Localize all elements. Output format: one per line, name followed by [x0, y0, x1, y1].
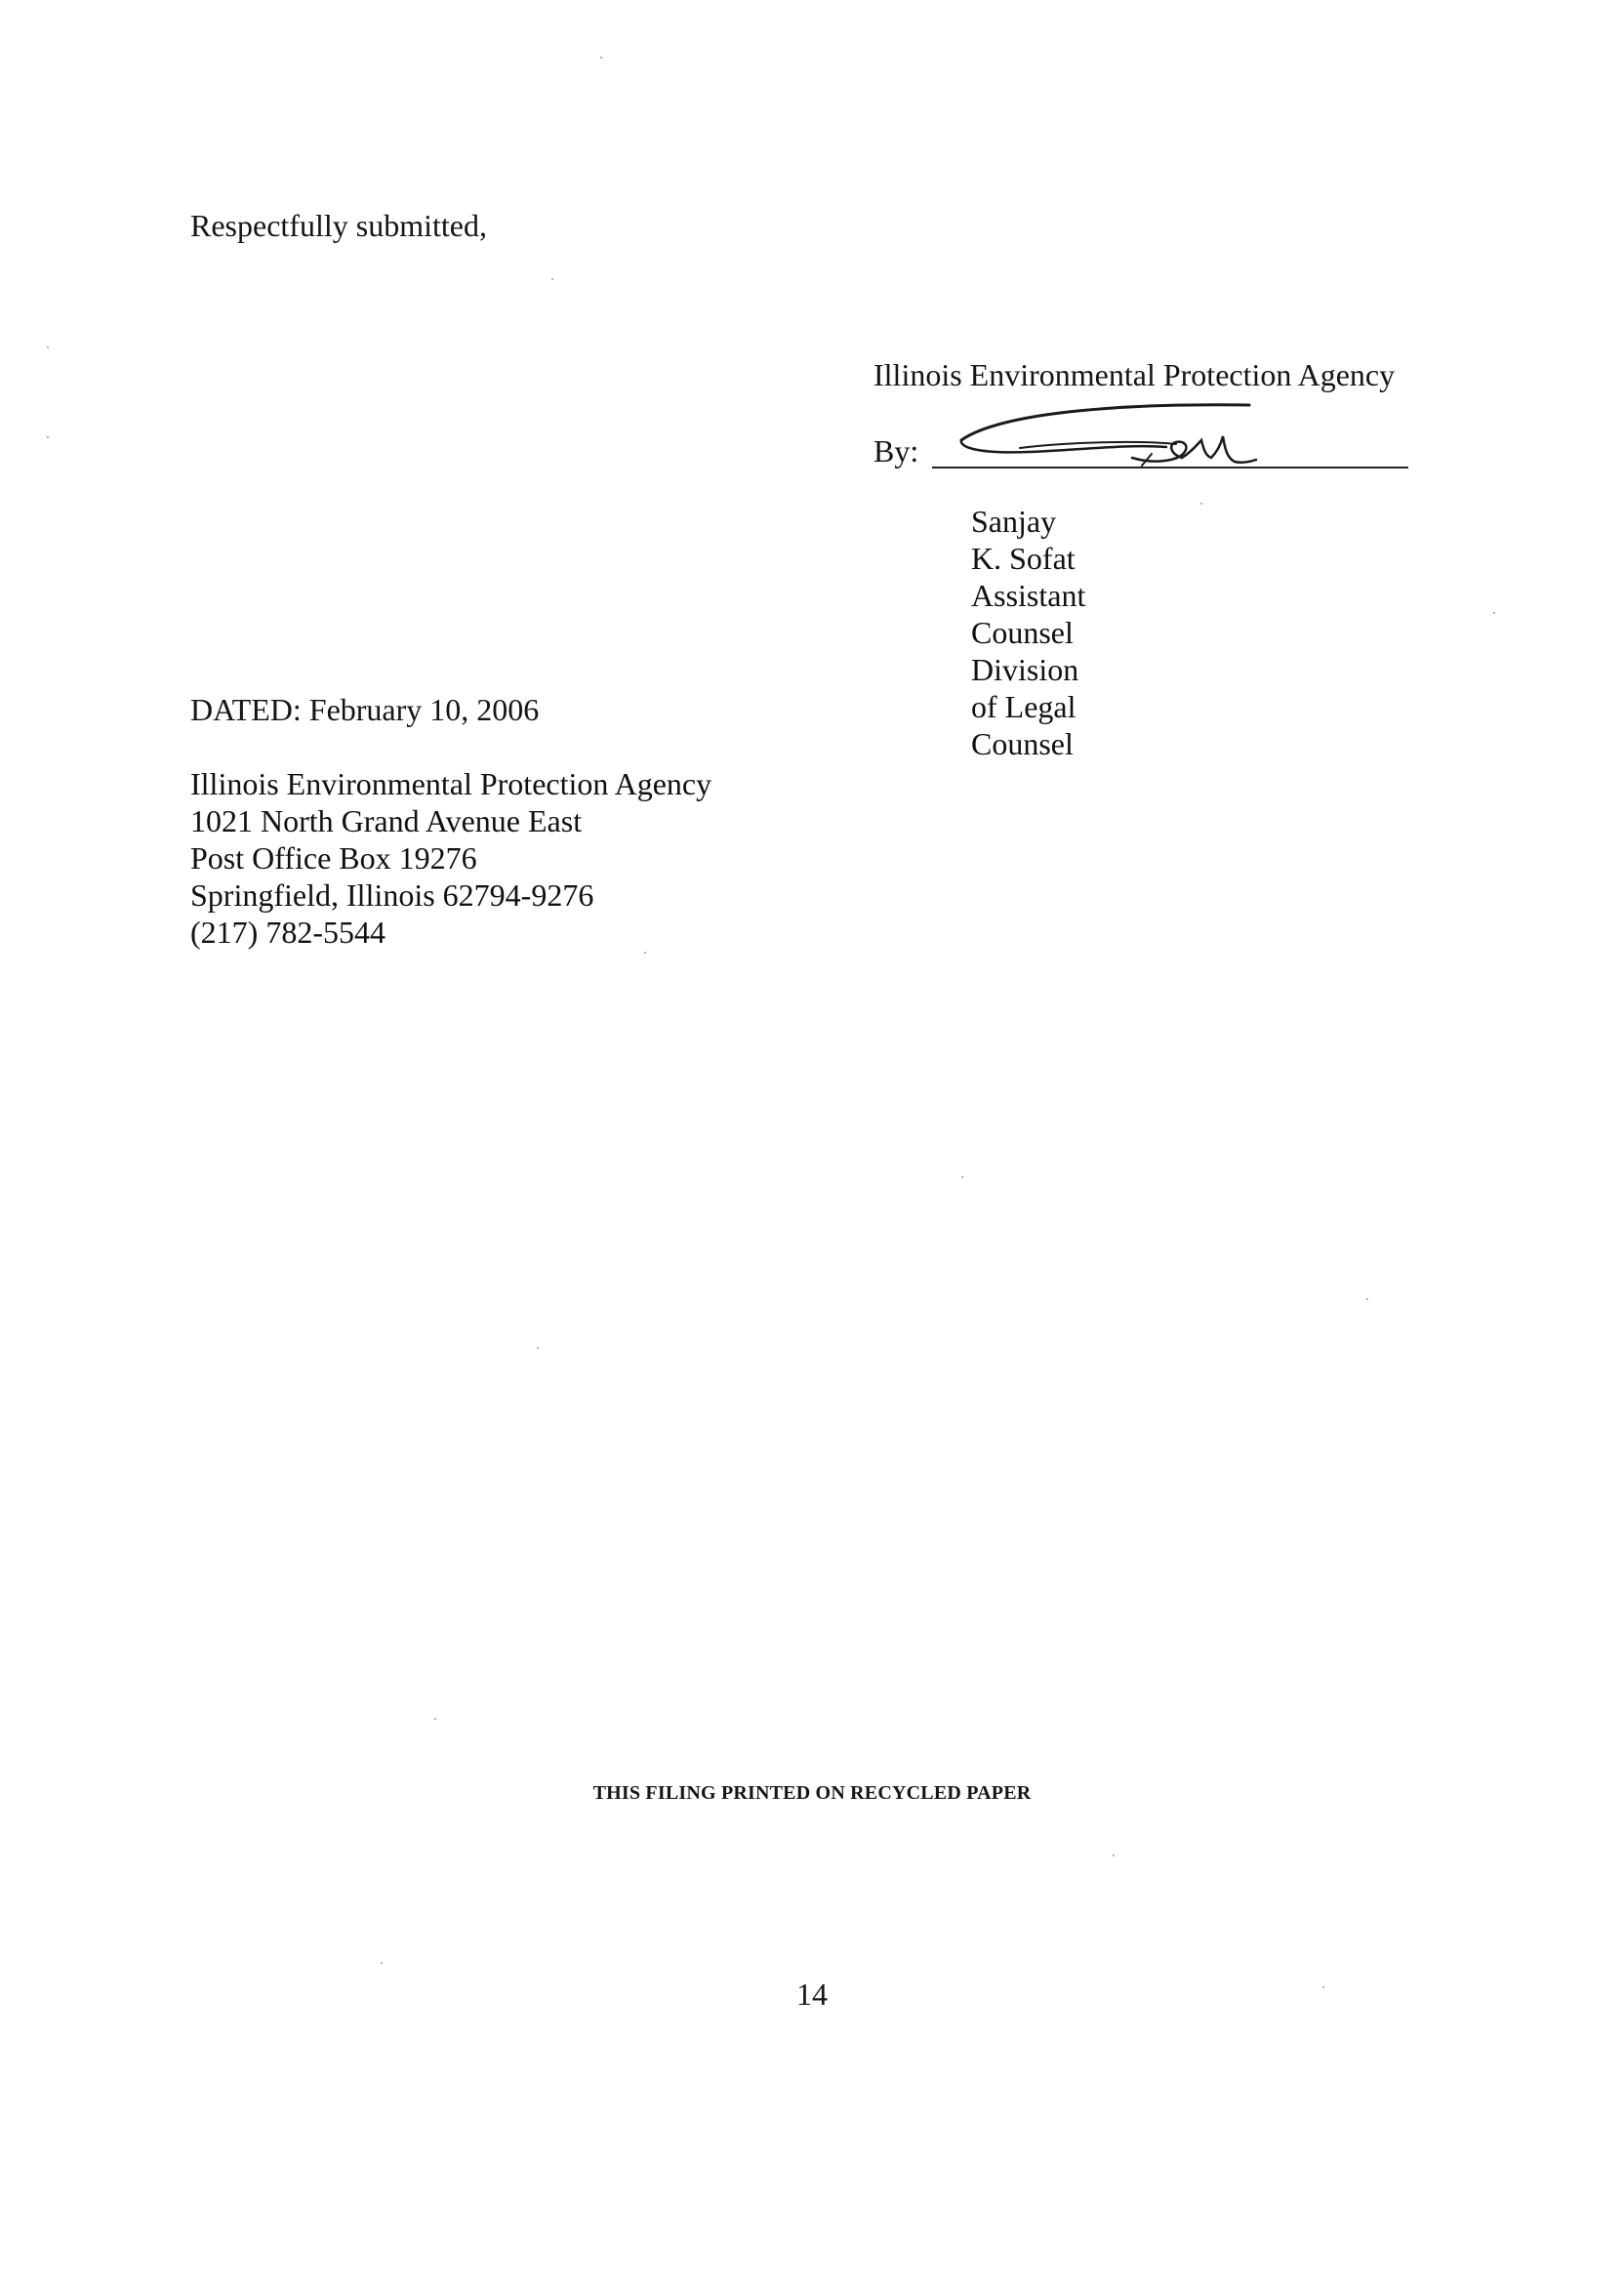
- scan-speck: [961, 1176, 963, 1178]
- scan-speck: [537, 1347, 539, 1349]
- closing-line: Respectfully submitted,: [190, 208, 487, 243]
- by-label: By:: [873, 433, 919, 469]
- signer-name: Sanjay K. Sofat: [971, 504, 1076, 576]
- handwritten-signature: [942, 393, 1264, 471]
- scan-speck: [1366, 1298, 1368, 1300]
- scan-speck: [600, 57, 602, 59]
- address-line: Springfield, Illinois 62794-9276: [190, 877, 594, 913]
- signer-division: Division of Legal Counsel: [971, 652, 1079, 761]
- signer-info: [971, 503, 1085, 762]
- scan-speck: [47, 346, 49, 348]
- address-line: Illinois Environmental Protection Agency: [190, 766, 712, 801]
- page-number: 14: [796, 1976, 828, 2012]
- signer-title: Assistant Counsel: [971, 578, 1086, 650]
- scan-speck: [551, 278, 553, 280]
- scan-speck: [47, 436, 49, 438]
- signature-agency: Illinois Environmental Protection Agency: [873, 357, 1396, 392]
- address-phone: (217) 782-5544: [190, 915, 386, 950]
- scan-speck: [1113, 1854, 1115, 1856]
- recycled-paper-note: THIS FILING PRINTED ON RECYCLED PAPER: [592, 1782, 1032, 1804]
- scan-speck: [1200, 503, 1202, 505]
- address-line: Post Office Box 19276: [190, 840, 477, 876]
- scan-speck: [381, 1962, 383, 1964]
- dated-line: DATED: February 10, 2006: [190, 692, 540, 727]
- scan-speck: [434, 1718, 436, 1720]
- scan-speck: [1322, 1986, 1324, 1988]
- scan-speck: [644, 952, 646, 954]
- agency-address: [190, 765, 711, 951]
- scan-speck: [1493, 612, 1495, 614]
- address-line: 1021 North Grand Avenue East: [190, 803, 583, 838]
